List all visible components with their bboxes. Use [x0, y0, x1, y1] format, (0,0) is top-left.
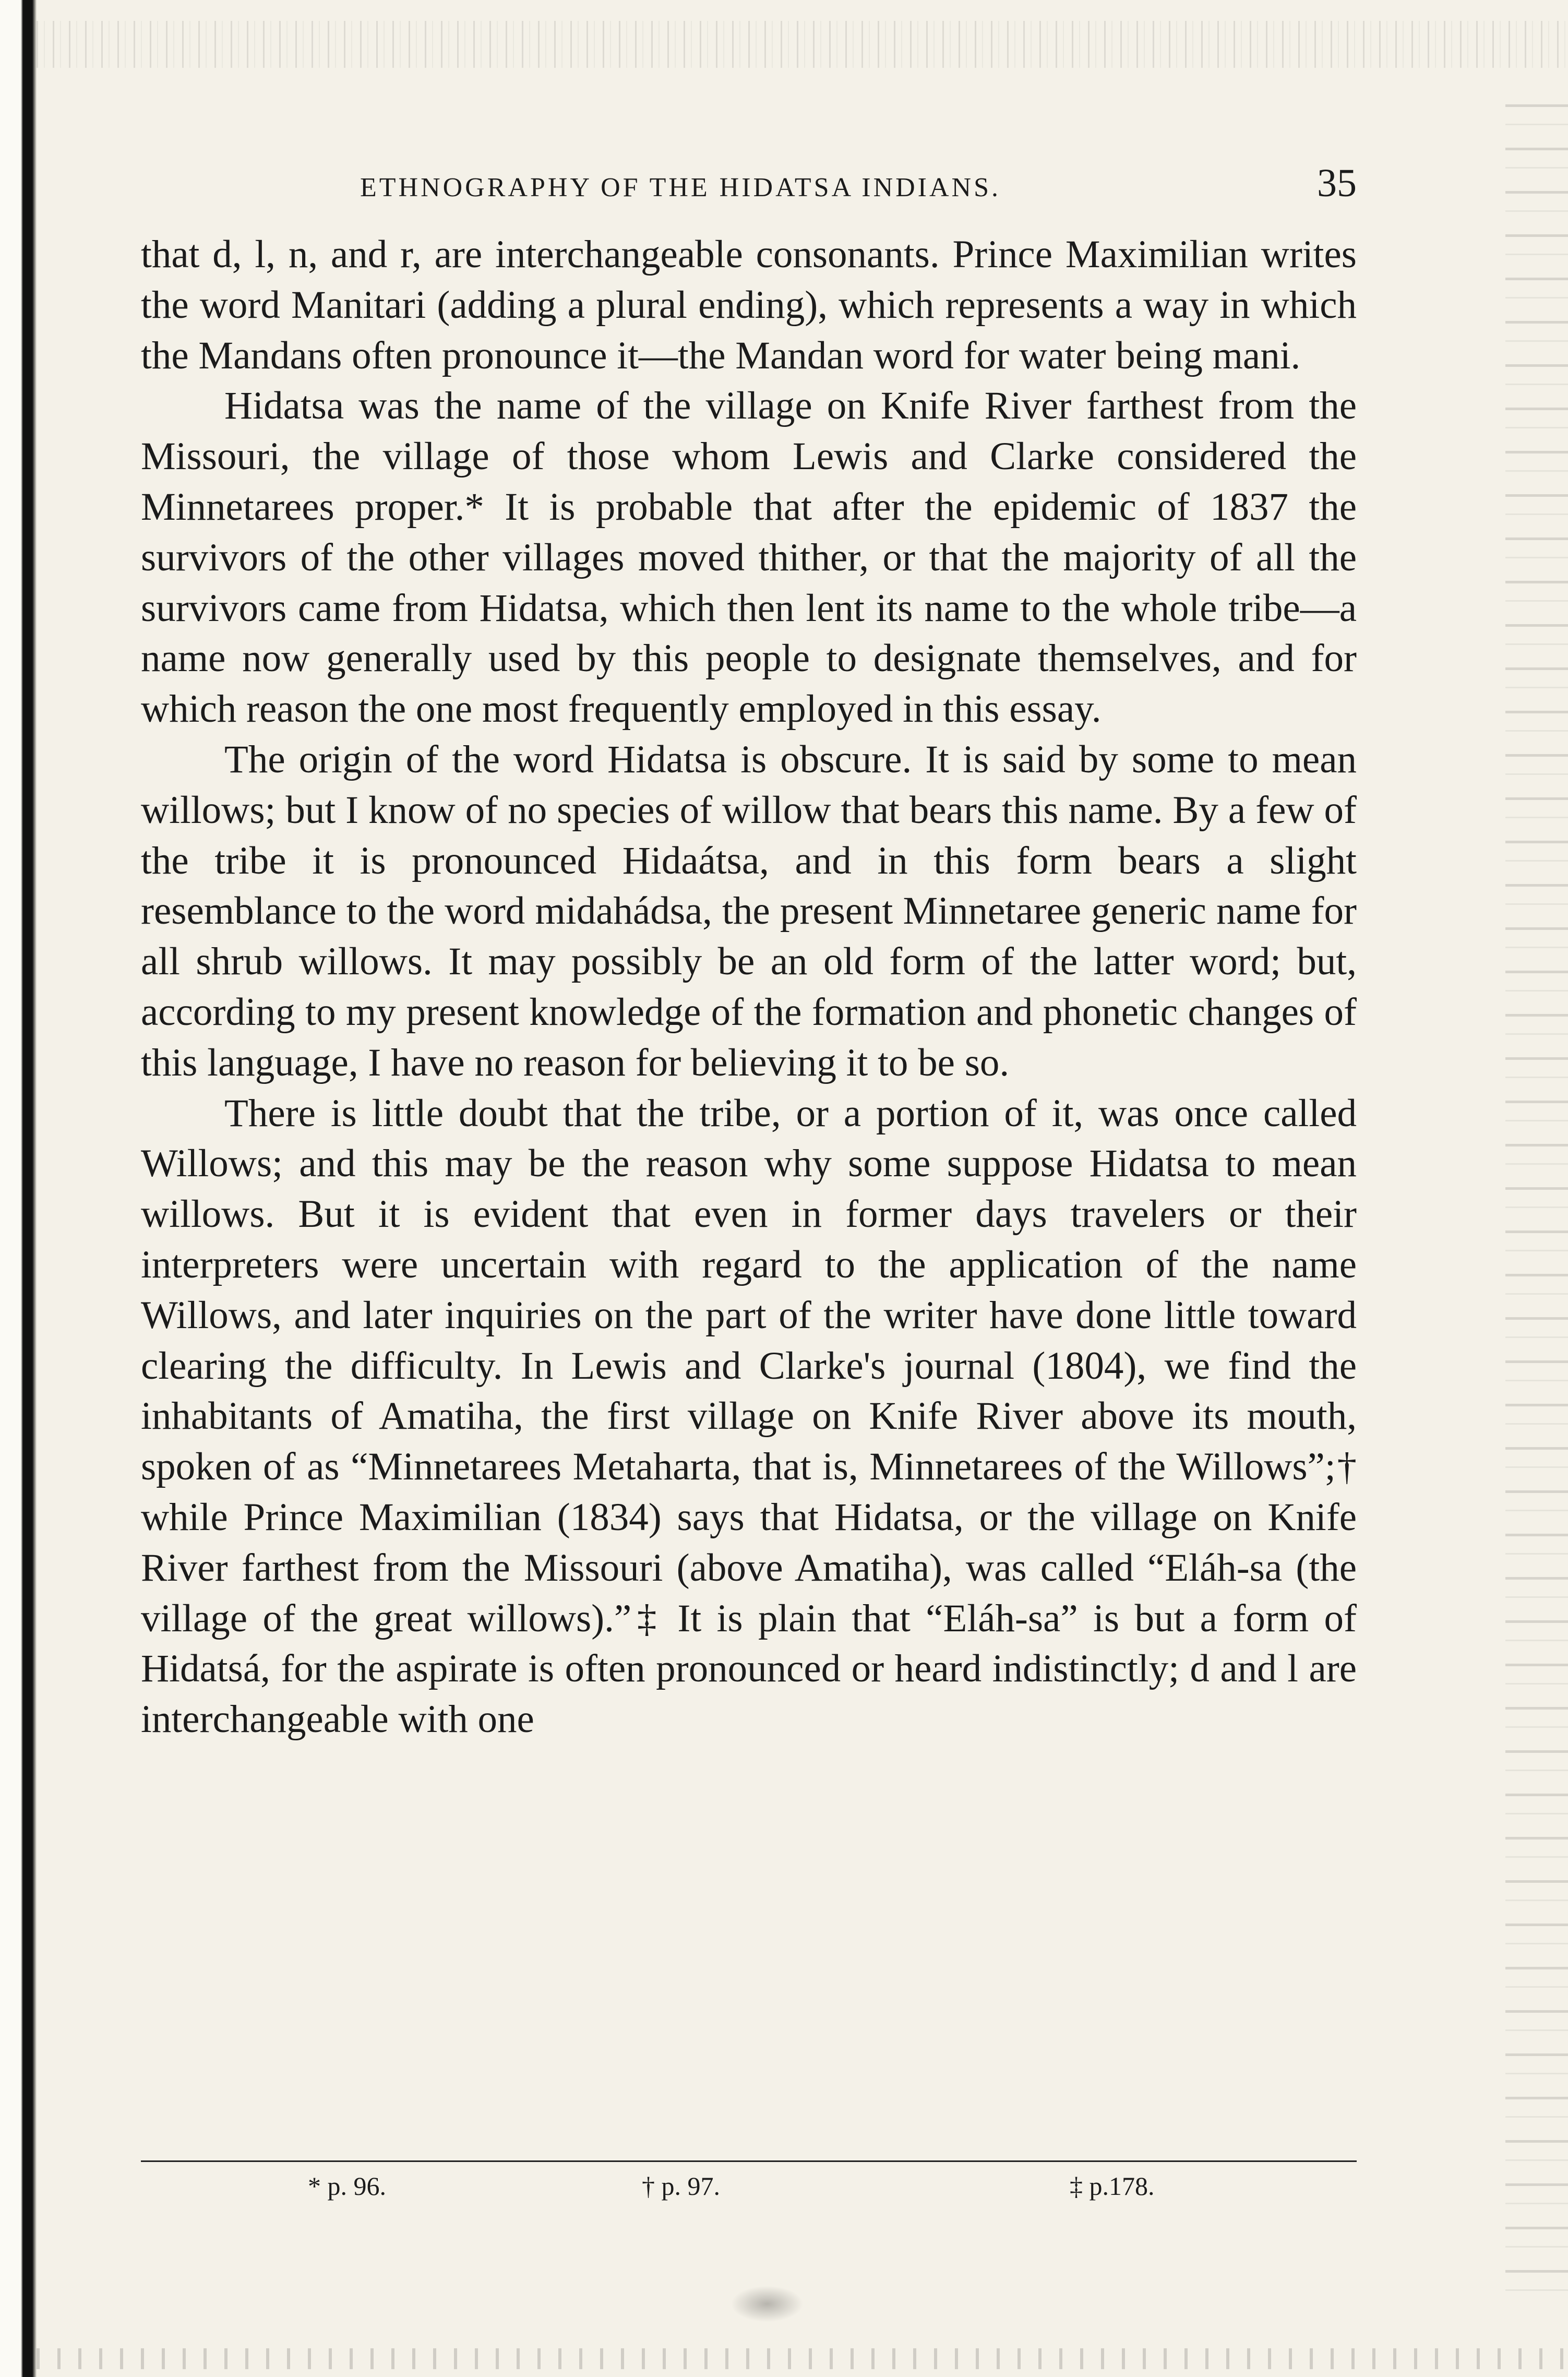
footnote-1: * p. 96.: [308, 2171, 386, 2201]
scan-noise-top: [37, 21, 1568, 68]
scan-smudge: [731, 2286, 804, 2322]
running-head: ETHNOGRAPHY OF THE HIDATSA INDIANS.: [360, 173, 1001, 202]
footnote-2: † p. 97.: [642, 2171, 720, 2201]
paragraph-1: that d, l, n, and r, are interchangeable consonants. Prince Maximilian writes the word Manitari (adding a plural ending), which represents a way in which the Mandans often pronounce it—the Mandan word for water being mani.: [141, 233, 1357, 377]
footnotes: [141, 2171, 1357, 2207]
scan-noise-right: [1505, 104, 1568, 2296]
book-binding-edge: [0, 0, 37, 2377]
paragraph-3: The origin of the word Hidatsa is obscure. It is said by some to mean willows; but I know of no species of willow that bears this name. By a few of the tribe it is pronounced Hidaátsa, and in this form bears a slight resemblance to the word midahádsa, the present Minnetaree generic name for all shrub willows. It may possibly be an old form of the latter word; but, according to my present knowledge of the formation and phonetic changes of this language, I have no reason for believing it to be so.: [141, 737, 1357, 1084]
scan-noise-bottom: [37, 2348, 1568, 2369]
footnote-3: ‡ p.178.: [1070, 2171, 1155, 2201]
footnote-rule: [141, 2160, 1357, 2162]
paragraph-4: There is little doubt that the tribe, or a portion of it, was once called Willows; and this may be the reason why some suppose Hidatsa to mean willows. But it is evident that even in former days travelers or their interpreters were uncertain with regard to the application of the name Willows, and later inquiries on the part of the writer have done little toward clearing the difficulty. In Lewis and Clarke's journal (1804), we find the inhabitants of Amatiha, the first village on Knife River above its mouth, spoken of as “Minnetarees Metaharta, that is, Minnetarees of the Willows”;† while Prince Maximilian (1834) says that Hidatsa, or the village on Knife River farthest from the Missouri (above Amatiha), was called “Eláh-sa (the village of the great willows).”‡ It is plain that “Eláh-sa” is but a form of Hidatsá, for the aspirate is often pronounced or heard indistinctly; d and l are interchangeable with one: [141, 1091, 1357, 1741]
page-header: [141, 157, 1357, 209]
page-number: 35: [1317, 161, 1357, 205]
body-text: [141, 230, 1357, 1745]
paragraph-2: Hidatsa was the name of the village on Knife River farthest from the Missouri, the village of those whom Lewis and Clarke considered the Minnetarees proper.* It is probable that after the epidemic of 1837 the survivors of the other villages moved thither, or that the majority of all the survivors came from Hidatsa, which then lent its name to the whole tribe—a name now generally used by this people to designate themselves, and for which reason the one most frequently employed in this essay.: [141, 384, 1357, 731]
